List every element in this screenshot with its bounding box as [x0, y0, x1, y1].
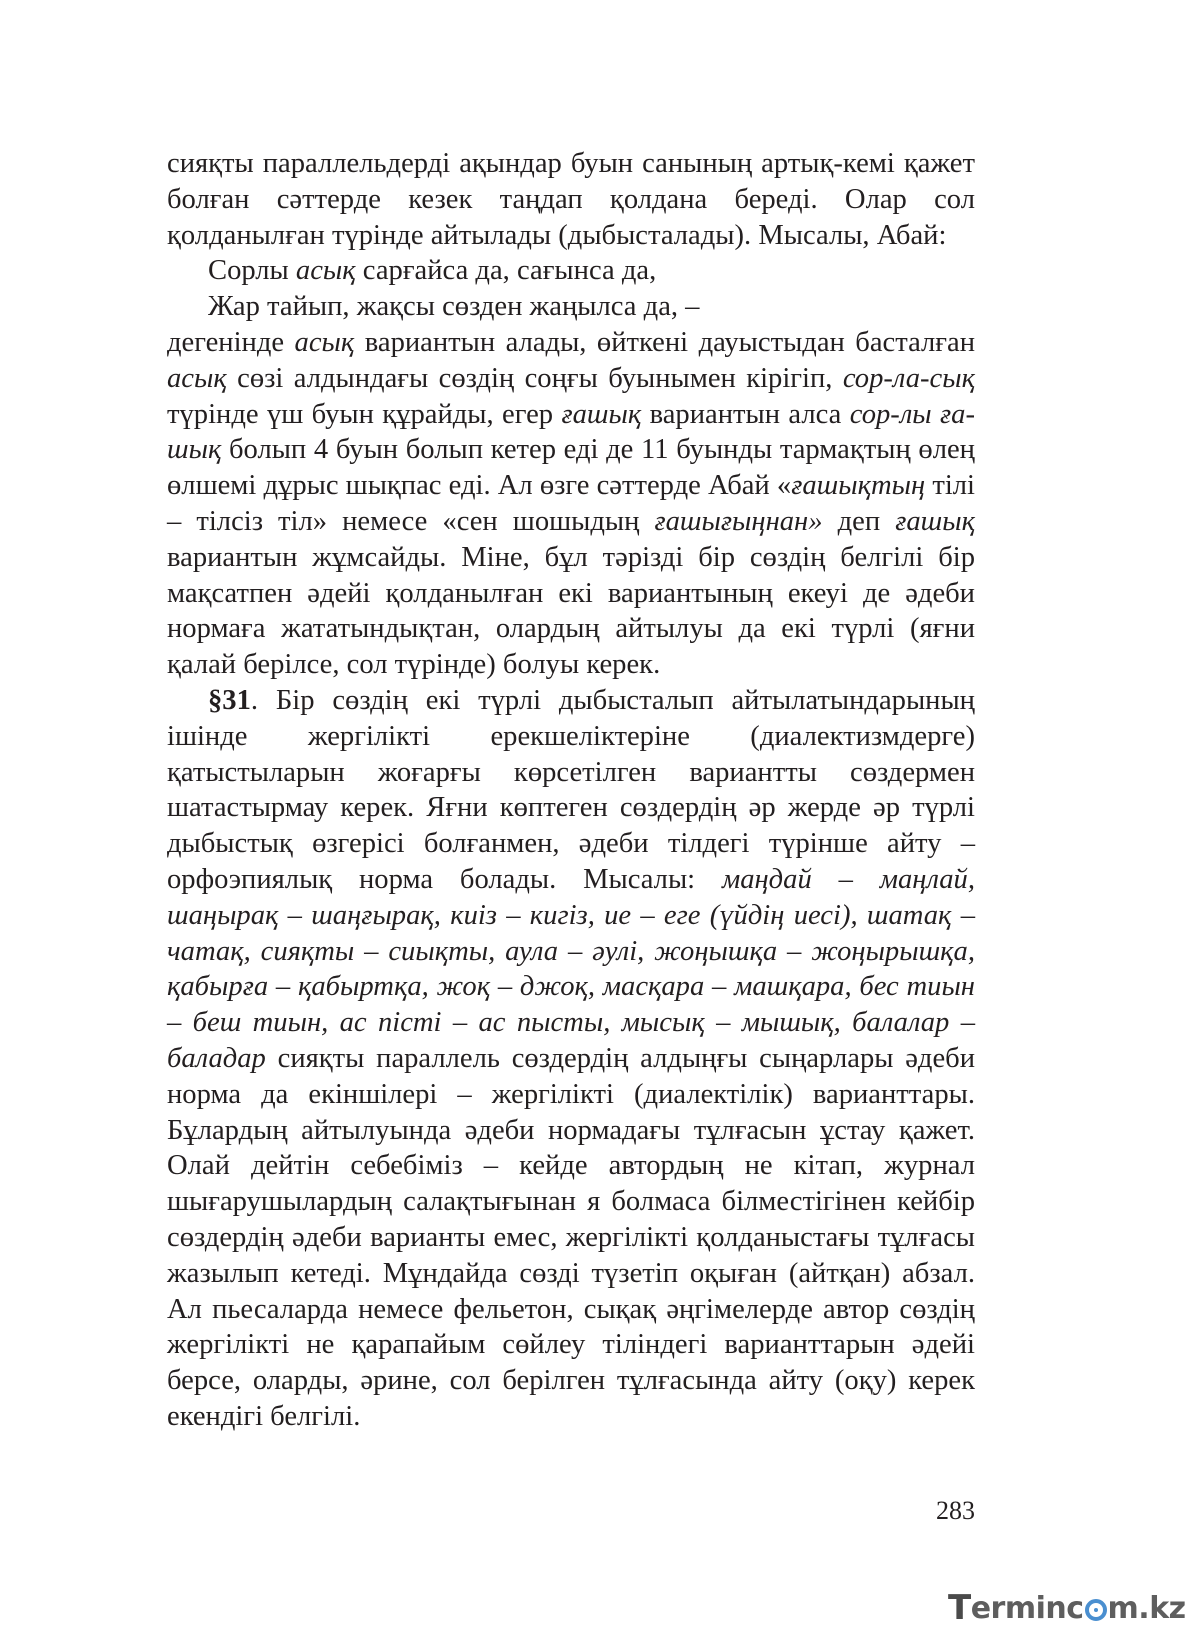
text-run: вариантын алады, өйткені дауыстыдан басталған: [354, 326, 975, 358]
italic-text: ғашықтың: [791, 470, 926, 502]
paragraph: [167, 146, 975, 253]
italic-text: асық: [167, 362, 227, 394]
text-run: түрінде үш буын құрайды, егер: [167, 398, 562, 430]
italic-text: асық: [294, 326, 355, 358]
paragraph: [167, 325, 975, 683]
poem-line: [167, 253, 975, 289]
italic-text: маңдай – маңлай, шаңырақ – шаңғырақ, киіз – кигіз, ие – еге (үйдің иесі), шатақ – чатақ, сияқты – сиықты, аула – әулі, жоңышқа – жоңырышқа, қабырға – қабыртқа, жоқ – джоқ, масқара – машқара, бес тиын – беш тиын, ас пісті – ас пысты, мысық – мышық, балалар – баладар: [167, 863, 975, 1074]
termincom-watermark-logo: [948, 1588, 1186, 1628]
italic-text: сор-лы ға- шық: [167, 398, 975, 466]
italic-text: сор-ла-сық: [842, 362, 975, 394]
text-run: деп: [822, 505, 896, 537]
text-run: тілі – тілсіз тіл» немесе «сен шошыдың: [167, 470, 975, 537]
text-run: сияқты параллельдерді ақындар буын санының артық-кемі қажет болған сәттерде кезек таңдап қолдана береді. Олар сол қолданылған түрінде айтылады (дыбысталады). Мысалы, Абай:: [167, 148, 975, 251]
text-run: вариантын жұмсайды. Міне, бұл тәрізді бір сөздің белгілі бір мақсатпен әдейі қолданылған екі вариантының екеуі де әдеби нормаға жататындықтан, олардың айтылуы да екі түрлі (яғни қалай берілсе, сол түрінде) болуы керек.: [167, 541, 975, 681]
italic-text: асық: [295, 255, 356, 287]
poem-line: [167, 289, 975, 325]
text-run: дегенінде: [167, 326, 295, 358]
text-run: Сорлы: [208, 255, 296, 287]
text-run: Жар тайып, жақсы сөзден жаңылса да, –: [208, 291, 700, 323]
text-run: сөзі алдындағы сөздің соңғы буынымен кірігіп,: [226, 362, 843, 394]
paragraph: [167, 683, 975, 1435]
watermark-text-start: erminc: [970, 1590, 1084, 1626]
text-run: сияқты параллель сөздердің алдыңғы сыңарлары әдеби норма да екіншілері – жергілікті (диалектілік) варианттары. Бұлардың айтылуында әдеби нормадағы тұлғасын ұстау қажет. Олай дейтін себебіміз – кейде автордың не кітап, журнал шығарушылардың салақтығынан я болмаса білместігінен кейбір сөздердің әдеби варианты емес, жергілікті қолданыстағы тұлғасы жазылып кетеді. Мұндайда сөзді түзетіп оқыған (айтқан) абзал. Ал пьесаларда немесе фельетон, сықақ әңгімелерде автор сөздің жергілікті не қарапайым сөйлеу тіліндегі варианттарын әдейі берсе, оларды, әрине, сол берілген тұлғасында айту (оқу) керек екендігі белгілі.: [167, 1042, 975, 1432]
italic-text: ғашық: [895, 505, 975, 537]
watermark-letter-t: T: [948, 1588, 971, 1628]
text-run: вариантын алса: [641, 398, 850, 430]
text-run: . Бір сөздің екі түрлі дыбысталып айтылатындарының ішінде жергілікті ерекшеліктеріне (диалектизмдерге) қатыстыларын жоғарғы көрсетілген вариантты сөздермен шатастырмау керек. Яғни көптеген сөздердің әр жерде әр түрлі дыбыстық өзгерісі болғанмен, әдеби тілдегі түрінше айту – орфоэпиялық норма болады. Мысалы:: [167, 684, 975, 895]
italic-text: ғашығыңнан»: [654, 505, 823, 537]
page-number: 283: [936, 1496, 975, 1525]
text-run: сарғайса да, сағынса да,: [355, 255, 657, 287]
watermark-text-end: m.kz: [1107, 1590, 1186, 1626]
text-run: болып 4 буын болып кетер еді де 11 буынды тармақтың өлең өлшемі дұрыс шықпас еді. Ал өзге сәттерде Абай «: [167, 434, 975, 502]
section-number: §31: [208, 684, 251, 716]
page-body: [167, 146, 975, 1435]
watermark-o-circle-icon: [1085, 1599, 1107, 1621]
italic-text: ғашық: [561, 398, 642, 430]
